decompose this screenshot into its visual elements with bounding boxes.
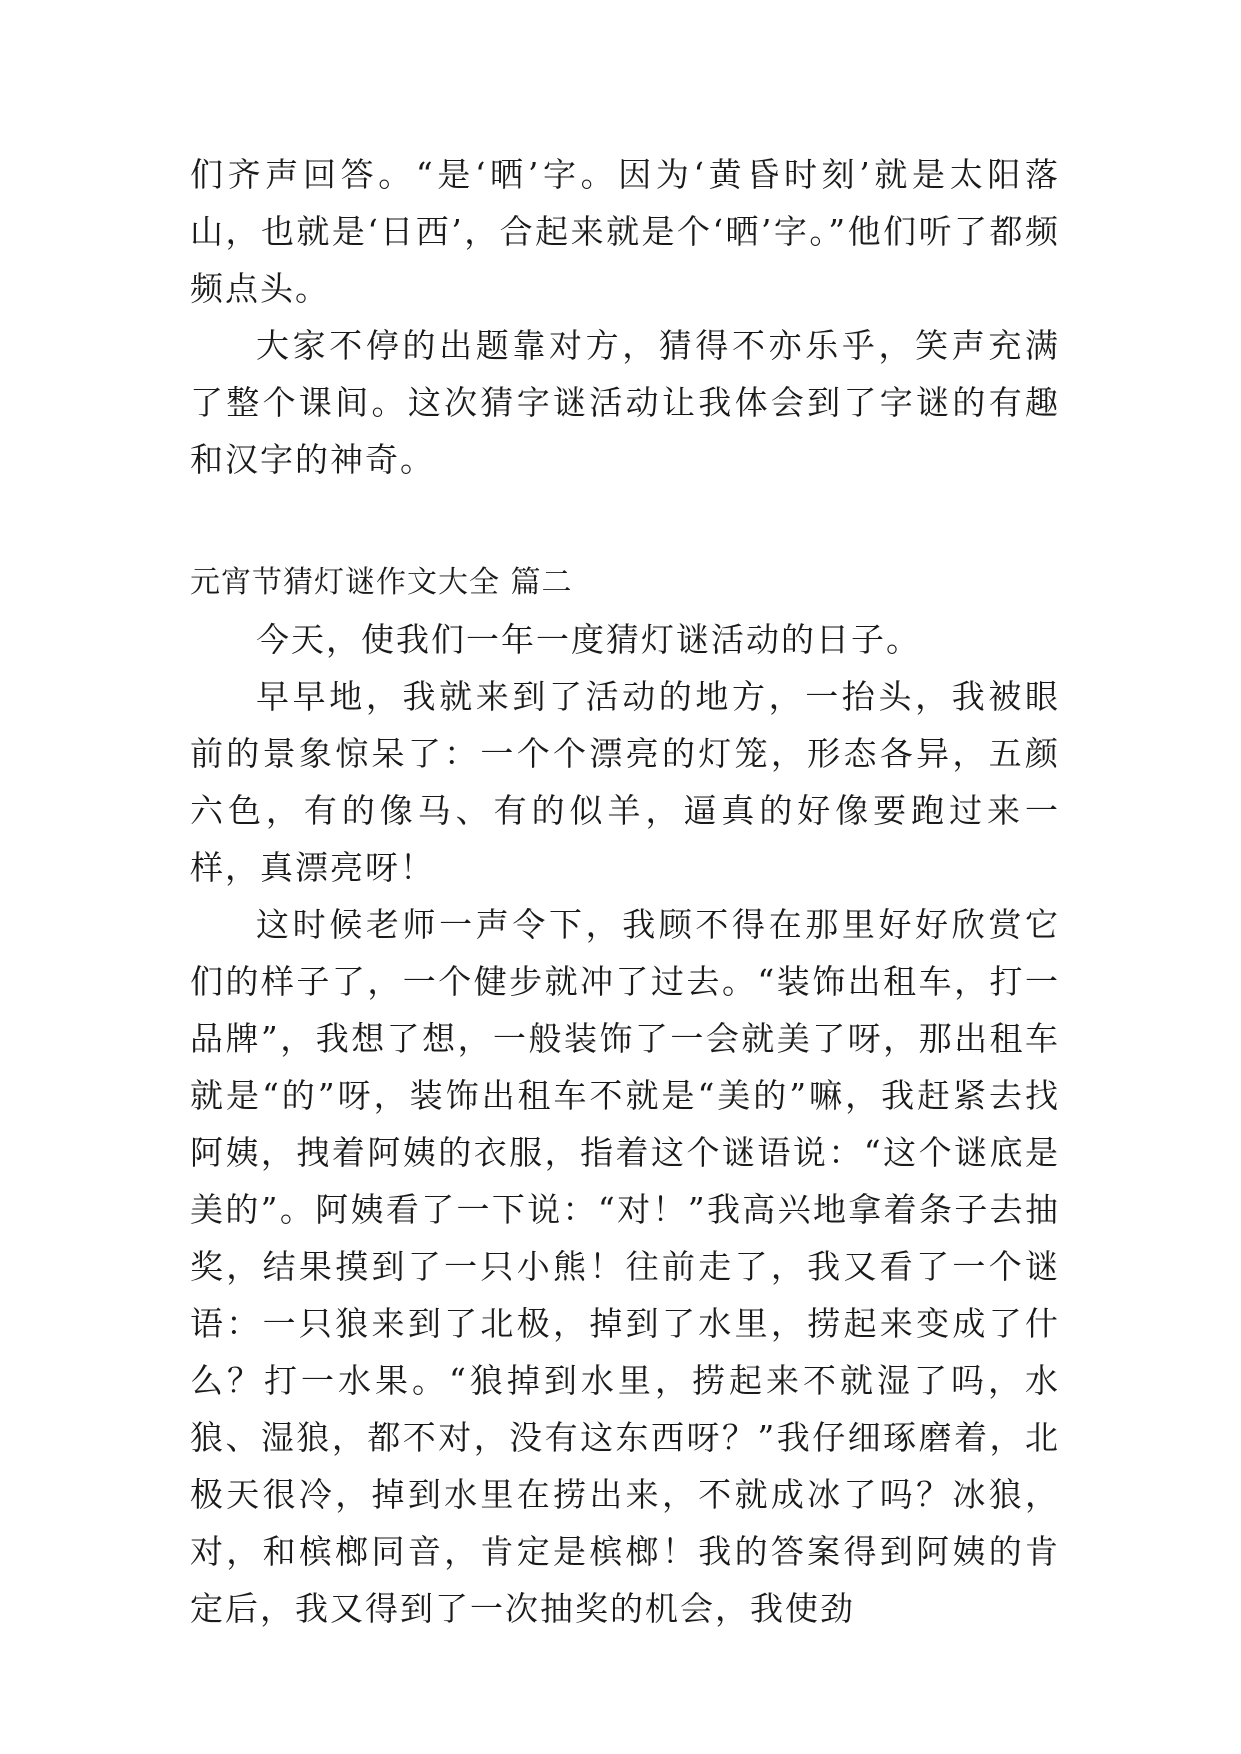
paragraph-riddle-fun: 大家不停的出题靠对方，猜得不亦乐乎，笑声充满了整个课间。这次猜字谜活动让我体会到了字谜的有趣和汉字的神奇。	[190, 326, 1060, 479]
paragraph-lanterns: 早早地，我就来到了活动的地方，一抬头，我被眼前的景象惊呆了：一个个漂亮的灯笼，形态各异，五颜六色，有的像马、有的似羊，逼真的好像要跑过来一样，真漂亮呀！	[190, 677, 1060, 887]
paragraph-today: 今天，使我们一年一度猜灯谜活动的日子。	[256, 620, 921, 659]
section-heading: 元宵节猜灯谜作文大全 篇二	[190, 565, 573, 600]
paragraph-continued-answer: 们齐声回答。“是‘晒’字。因为‘黄昏时刻’就是太阳落山，也就是‘日西’，合起来就是个‘晒’字。”他们听了都频频点头。	[190, 155, 1060, 308]
document-body	[190, 146, 1060, 1637]
paragraph-riddles-story: 这时候老师一声令下，我顾不得在那里好好欣赏它们的样子了，一个健步就冲了过去。“装饰出租车，打一品牌”，我想了想，一般装饰了一会就美了呀，那出租车就是“的”呀，装饰出租车不就是“美的”嘛，我赶紧去找阿姨，拽着阿姨的衣服，指着这个谜语说：“这个谜底是美的”。阿姨看了一下说：“对！”我高兴地拿着条子去抽奖，结果摸到了一只小熊！往前走了，我又看了一个谜语：一只狼来到了北极，掉到了水里，捞起来变成了什么？打一水果。“狼掉到水里，捞起来不就湿了吗，水狼、湿狼，都不对，没有这东西呀？”我仔细琢磨着，北极天很冷，掉到水里在捞出来，不就成冰了吗？冰狼，对，和槟榔同音，肯定是槟榔！我的答案得到阿姨的肯定后，我又得到了一次抽奖的机会，我使劲	[190, 905, 1060, 1628]
